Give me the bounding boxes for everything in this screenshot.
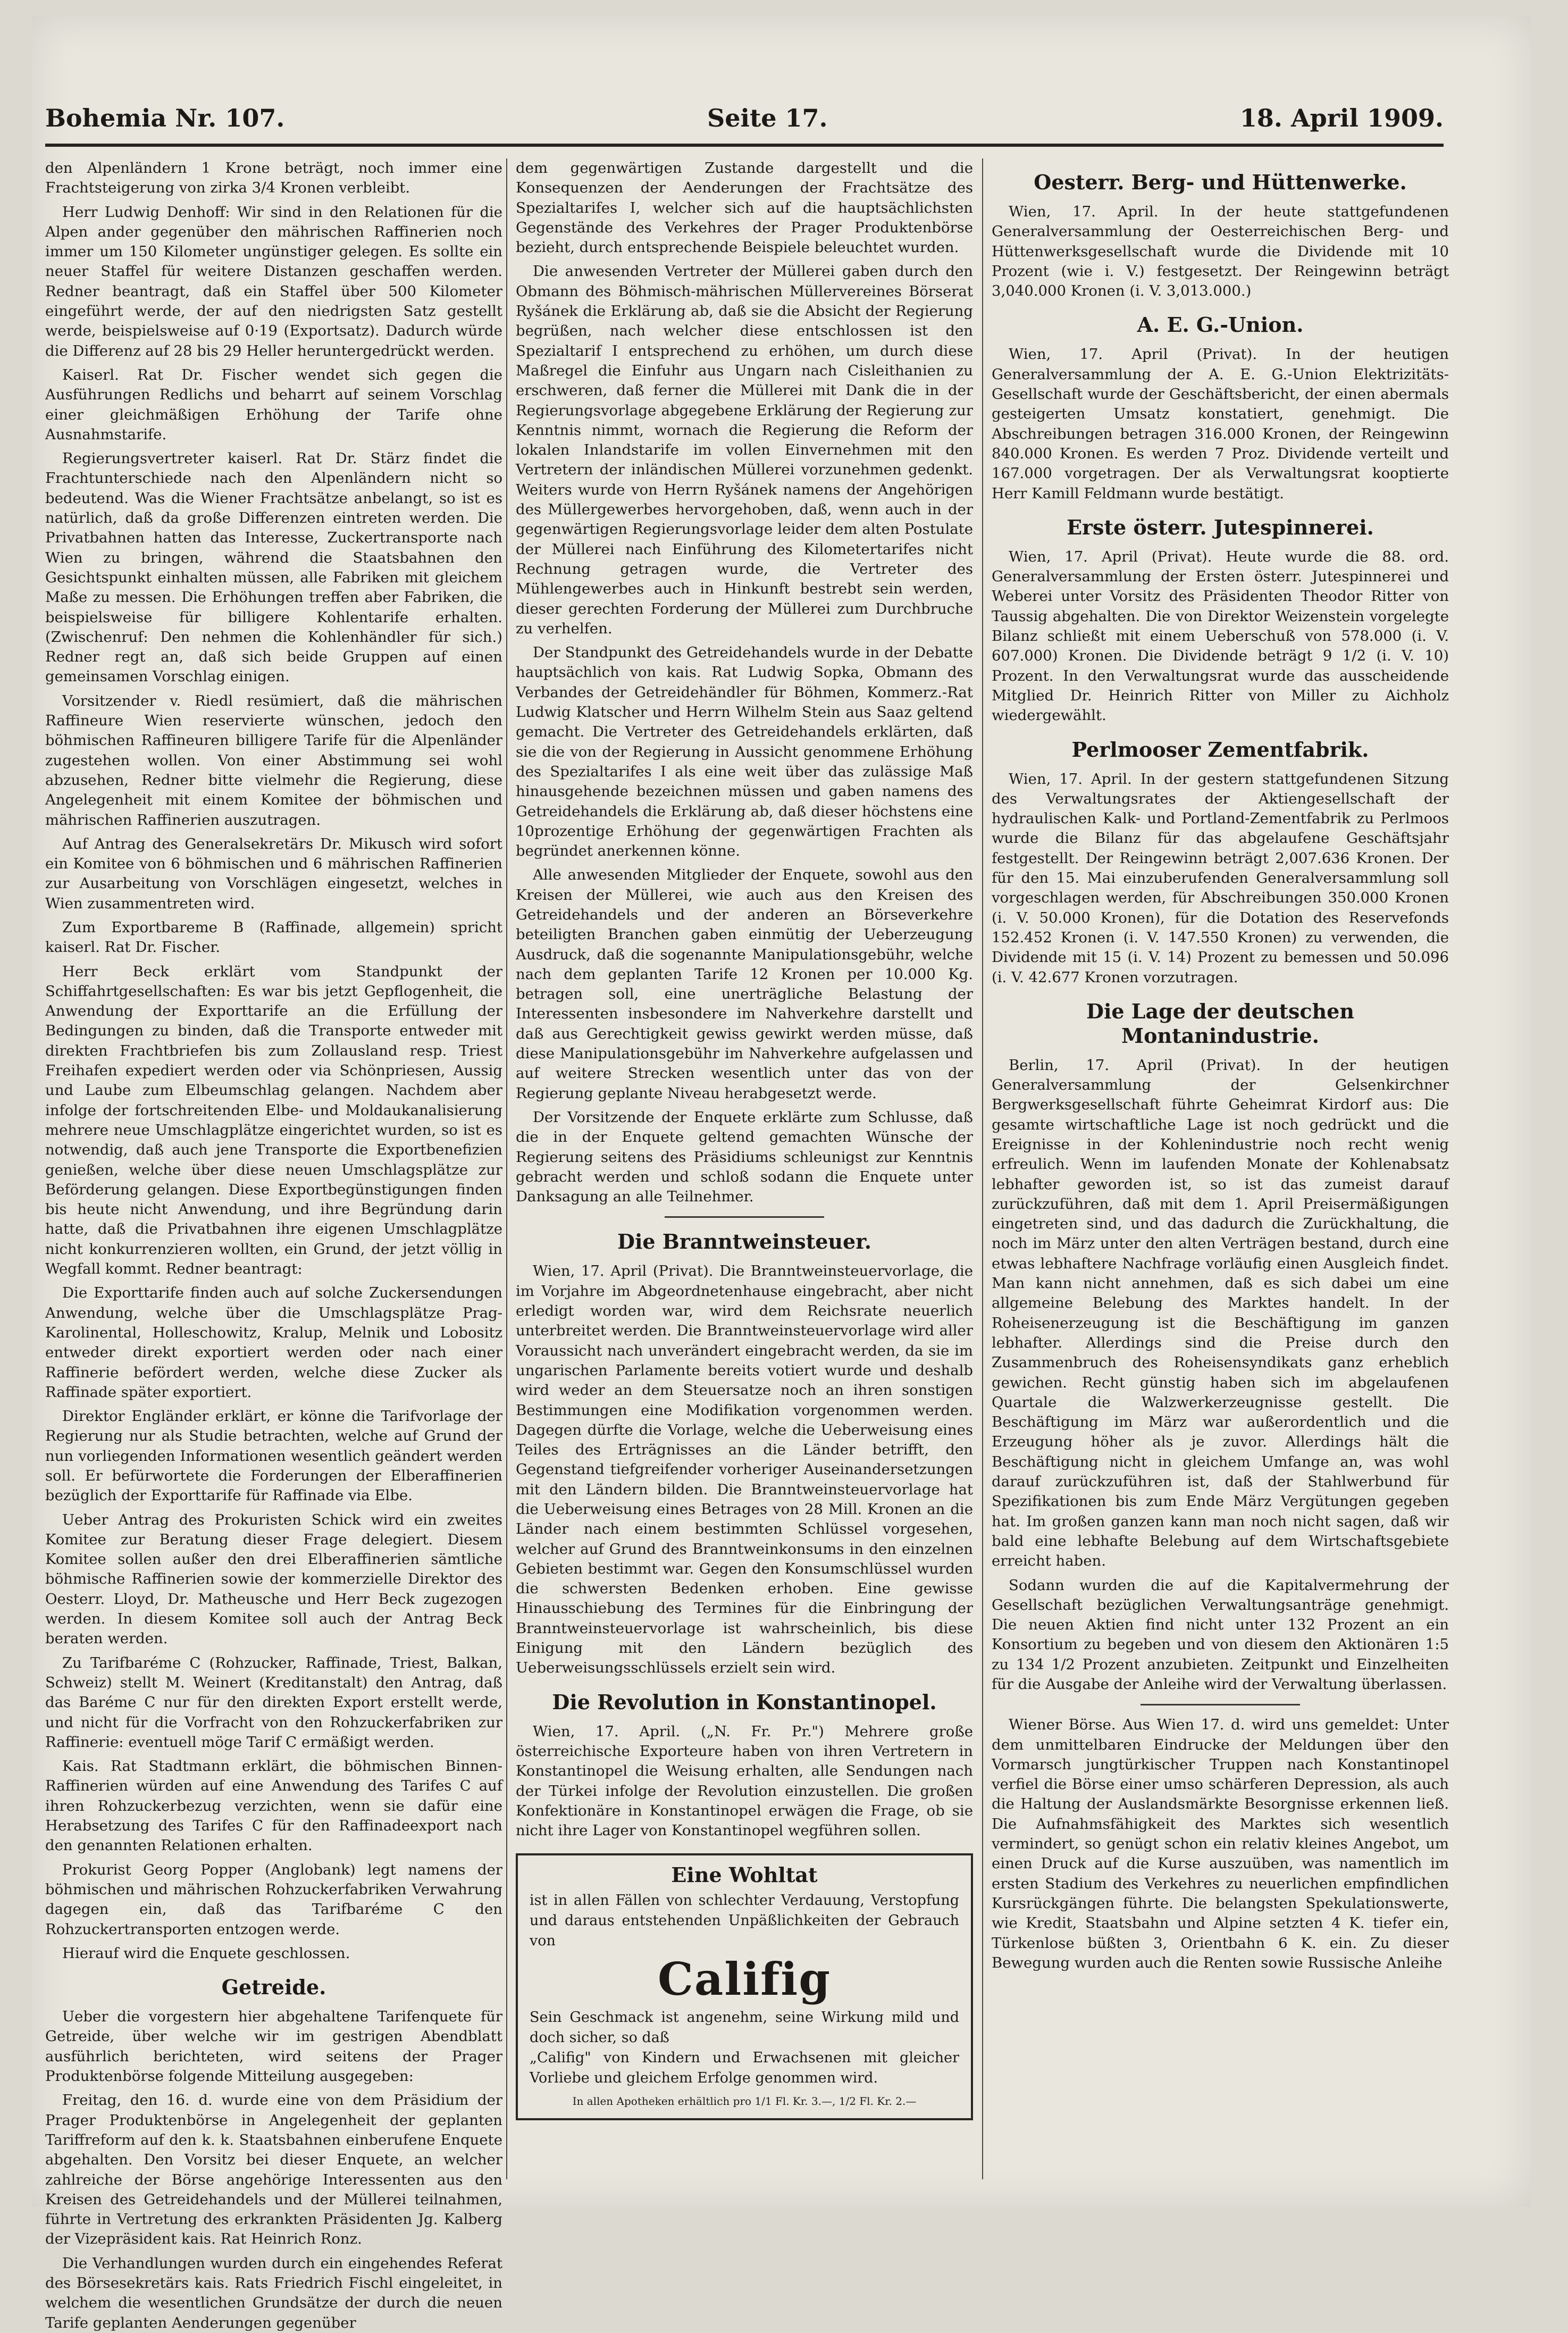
article-paragraph: Kais. Rat Stadtmann erklärt, die böhmischen Binnen-Raffinerien würden auf eine Anwendung des Tarifes C auf ihren Rohzuckerbezug verzichten, wenn sie dafür eine Herabsetzung des Tarifes C für den Raffinadeexport nach den genannten Relationen erhalten.: [45, 1758, 502, 1854]
article-paragraph: Direktor Engländer erklärt, er könne die Tarifvorlage der Regierung nur als Studie betrachten, welche auf Grund der nun vorliegenden Informationen wesentlich geändert werden soll. Er befürwortete die Forderungen der Elberaffinerien bezüglich der Exporttarife für Raffinade via Elbe.: [45, 1408, 502, 1504]
article-paragraph: Wien, 17. April (Privat). Heute wurde die 88. ord. Generalversammlung der Ersten österr. Jutespinnerei und Weberei unter Vorsitz des Präsidenten Theodor Ritter von Taussig abgehalten. Die von Direktor Weizenstein vorgelegte Bilanz schließt mit einem Ueberschuß von 578.000 (i. V. 607.000) Kronen. Die Dividende beträgt 9 1/2 (i. V. 10) Prozent. In den Verwaltungsrat wurde das ausscheidende Mitglied Dr. Heinrich Ritter von Miller zu Aichholz wiedergewählt.: [992, 548, 1449, 724]
page-number: Seite 17.: [707, 104, 828, 132]
newspaper-page: [32, 16, 1531, 2331]
article-paragraph: Freitag, den 16. d. wurde eine von dem Präsidium der Prager Produktenbörse in Angelegenheit der geplanten Tariffreform auf den k. k. Staatsbahnen einberufene Enquete abgehalten. Den Vorsitz bei dieser Enquete, an welcher zahlreiche der Börse angehörige Interessenten aus den Kreisen des Getreidehandels und der Müllerei teilnahmen, führte in Vertretung des erkrankten Präsidenten Jg. Kalberg der Vizepräsident kais. Rat Heinrich Ronz.: [45, 2092, 502, 2248]
ad-title: Eine Wohltat: [671, 1863, 818, 1887]
column-3: [992, 158, 1449, 2179]
article-paragraph: Ueber die vorgestern hier abgehaltene Tarifenquete für Getreide, über welche wir im gestrigen Abendblatt ausführlich berichteten, wird seitens der Prager Produktenbörse folgende Mitteilung ausgegeben:: [45, 2008, 502, 2085]
article-paragraph: Hierauf wird die Enquete geschlossen.: [62, 1944, 350, 1962]
section-heading: Die Lage der deutschen Montanindustrie.: [1086, 999, 1354, 1048]
article-paragraph: Der Standpunkt des Getreidehandels wurde in der Debatte hauptsächlich von kais. Rat Ludwig Sopka, Obmann des Verbandes der Getreidehändler für Böhmen, Kommerz.-Rat Ludwig Klatscher und Herrn Wilhelm Stein aus Saaz geltend gemacht. Die Vertreter des Getreidehandels erklärten, daß sie die von der Regierung in Aussicht genommene Erhöhung des Spezialtarifes I als eine weit über das zulässige Maß hinausgehende bezeichnen müssen und gaben namens des Getreidehandels die Erklärung ab, daß dieser höchstens eine 10prozentige Erhöhung der gegenwärtigen Frachten als begründet anerkennen könne.: [516, 644, 973, 860]
ad-body-2: Sein Geschmack ist angenehm, seine Wirkung mild und doch sicher, so daß: [530, 2009, 959, 2046]
column-1: [45, 158, 502, 2331]
article-paragraph: dem gegenwärtigen Zustande dargestellt und die Konsequenzen der Aenderungen der Frachtsätze des Spezialtarifes I, welcher sich auf die hauptsächlichsten Gegenstände des Verkehres der Prager Produktenbörse bezieht, durch entsprechende Beispiele beleuchtet wurden.: [516, 160, 973, 256]
article-paragraph: Vorsitzender v. Riedl resümiert, daß die mährischen Raffineure Wien reservierte wünschen, jedoch den böhmischen Raffineuren billigere Tarife für die Alpenländer zugestehen wollen. Von einer Abstimmung sei wohl abzusehen, Redner bitte vielmehr die Regierung, diese Angelegenheit mit einem Komitee der böhmischen und mährischen Raffinerien auszutragen.: [45, 692, 502, 829]
article-paragraph: Wien, 17. April (Privat). In der heutigen Generalversammlung der A. E. G.-Union Elektrizitäts-Gesellschaft wurde der Geschäftsbericht, der einen abermals gesteigerten Umsatz konstatiert, genehmigt. Die Abschreibungen betragen 316.000 Kronen, der Reingewinn 840.000 Kronen. Es werden 7 Proz. Dividende verteilt und 167.000 vorgetragen. Der als Verwaltungsrat kooptierte Herr Kamill Feldmann wurde bestätigt.: [992, 346, 1449, 502]
article-paragraph: Die anwesenden Vertreter der Müllerei gaben durch den Obmann des Böhmisch-mährischen Müllervereines Börserat Ryšánek die Erklärung ab, daß sie die Absicht der Regierung begrüßen, nach welcher diese entschlossen ist den Spezialtarif I entsprechend zu erhöhen, um durch diese Maßregel die Einfuhr aus Ungarn nach Cisleithanien zu erschweren, daß ferner die Müllerei mit Dank die in der Regierungsvorlage abgegebene Erklärung der Regierung zur Kenntnis nimmt, wornach die Regierung die Reform der lokalen Inlandstarife im vollen Einvernehmen mit den Vertretern der inländischen Müllerei vorzunehmen gedenkt. Weiters wurde von Herrn Ryšánek namens der Angehörigen des Müllergewerbes hervorgehoben, daß, wenn auch in der gegenwärtigen Regierungsvorlage leider dem alten Postulate der Müllerei nach Einführung des Kilometertarifes nicht Rechnung getragen wurde, die Vertreter des Mühlengewerbes auch in Hinkunft bestrebt sein werden, dieser gerechten Forderung der Müllerei zum Durchbruche zu verhelfen.: [516, 263, 973, 637]
header-rule: [45, 144, 1444, 147]
section-divider: [1141, 1704, 1300, 1705]
article-paragraph: Auf Antrag des Generalsekretärs Dr. Mikusch wird sofort ein Komitee von 6 böhmischen und 6 mährischen Raffinerien zur Ausarbeitung von Vorschlägen eingesetzt, welches in Wien zusammentreten wird.: [45, 835, 502, 912]
article-paragraph: Sodann wurden die auf die Kapitalvermehrung der Gesellschaft bezüglichen Verwaltungsanträge genehmigt. Die neuen Aktien find nicht unter 132 Prozent an ein Konsortium zu begeben und von diesem den Aktionären 1:5 zu 134 1/2 Prozent anzubieten. Zeitpunkt und Einzelheiten für die Ausgabe der Anleihe wird der Verwaltung überlassen.: [992, 1576, 1449, 1693]
section-heading: Erste österr. Jutespinnerei.: [1067, 515, 1374, 539]
article-paragraph: Der Vorsitzende der Enquete erklärte zum Schlusse, daß die in der Enquete geltend gemachten Wünsche der Regierung seitens des Präsidiums schleunigst zur Kenntnis gebracht werden und schloß sodann die Enquete unter Danksagung an alle Teilnehmer.: [516, 1108, 973, 1206]
article-paragraph: den Alpenländern 1 Krone beträgt, noch immer eine Frachtsteigerung von zirka 3/4 Kronen verbleibt.: [45, 160, 502, 197]
issue-date: 18. April 1909.: [1239, 104, 1444, 132]
page-header: [45, 104, 1444, 141]
article-paragraph: Berlin, 17. April (Privat). In der heutigen Generalversammlung der Gelsenkirchner Bergwerksgesellschaft führte Geheimrat Kirdorf aus: Die gesamte wirtschaftliche Lage ist noch gedrückt und die Ereignisse in der Kohlenindustrie noch recht wenig erfreulich. Wenn im laufenden Monate der Kohlenabsatz lebhafter geworden ist, so ist das zumeist darauf zurückzuführen, daß mit dem 1. April Preisermäßigungen eingetreten sind, und das dadurch die Zurückhaltung, die noch im März unter den alten Verträgen bestand, durch eine etwas lebhaftere Nachfrage vorläufig einen Ausgleich findet. Man kann nicht annehmen, daß es sich dabei um eine allgemeine Belebung des Marktes handelt. In der Roheisenerzeugung ist die Beschäftigung im ganzen lebhafter. Allerdings sind die Preise durch den Zusammenbruch des Roheisensyndikats ganz erheblich gewichen. Recht günstig haben sich im abgelaufenen Quartale die Walzwerkerzeugnisse gestellt. Die Beschäftigung im März war außerordentlich und die Erzeugung höher als je zuvor. Allerdings hält die Beschäftigung nicht in gleichem Umfange an, was wohl darauf zurückzuführen ist, daß der Stahlwerbund für Spezifikationen bis zum Ende März Vergütungen gegeben hat. Im großen ganzen kann man noch nicht sagen, daß wir bald eine lebhafte Belebung auf dem Wirtschaftsgebiete erreicht haben.: [992, 1056, 1449, 1570]
section-heading: Perlmooser Zementfabrik.: [1071, 737, 1369, 762]
column-divider: [982, 158, 983, 2179]
article-paragraph: Die Exporttarife finden auch auf solche Zuckersendungen Anwendung, welche über die Umschlagsplätze Prag-Karolinental, Holleschowitz, Kralup, Melnik und Lobositz entweder direkt exportiert werden oder nach einer Raffinerie befördert werden, welche diese Zucker als Raffinade später exportiert.: [45, 1284, 502, 1401]
section-heading: Die Branntweinsteuer.: [617, 1230, 871, 1254]
ad-body-1: ist in allen Fällen von schlechter Verdauung, Verstopfung und daraus entstehenden Unpäßlichkeiten der Gebrauch von: [530, 1892, 959, 1950]
column-divider: [506, 158, 507, 2179]
califig-advertisement: [516, 1853, 973, 2120]
article-paragraph: Prokurist Georg Popper (Anglobank) legt namens der böhmischen und mährischen Rohzuckerfabriken Verwahrung dagegen ein, daß das Tarifbaréme C den Rohzuckertransporten entzogen werde.: [45, 1861, 502, 1938]
article-paragraph: Zum Exportbareme B (Raffinade, allgemein) spricht kaiserl. Rat Dr. Fischer.: [45, 918, 502, 956]
article-paragraph: Wien, 17. April (Privat). Die Branntweinsteuervorlage, die im Vorjahre im Abgeordnetenhause eingebracht, aber nicht erledigt worden war, wird dem Reichsrate neuerlich unterbreitet werden. Die Branntweinsteuervorlage wird aller Voraussicht nach unverändert eingebracht werden, da sie im ungarischen Parlamente bereits votiert wurde und deshalb wird weder an dem Steuersatze noch an ihren sonstigen Bestimmungen eine Modifikation vorgenommen werden. Dagegen dürfte die Vorlage, welche die Ueberweisung eines Teiles des Erträgnisses an die Länder betrifft, den Gegenstand tiefgreifender vorheriger Auseinandersetzungen mit den Ländern bilden. Die Branntweinsteuervorlage hat die Ueberweisung eines Betrages von 28 Mill. Kronen an die Länder nach einem bestimmten Schlüssel vorgesehen, welcher auf Grund des Branntweinkonsums in den einzelnen Gebieten bestimmt war. Gegen den Konsumschlüssel wurden die schwersten Bedenken erhoben. Eine gewisse Hinausschiebung des Termines für die Einbringung der Branntweinsteuervorlage ist wahrscheinlich, bis diese Einigung mit den Ländern bezüglich des Ueberweisungsschlüssels erzielt sein wird.: [516, 1262, 973, 1677]
article-paragraph: Wien, 17. April. („N. Fr. Pr.") Mehrere große österreichische Exporteure haben von ihren Vertretern in Konstantinopel die Weisung erhalten, alle Sendungen nach der Türkei infolge der Revolution einzustellen. Die großen Konfektionäre in Konstantinopel erwägen die Frage, ob sie nicht ihre Lager von Konstantinopel wegführen sollen.: [516, 1722, 973, 1839]
article-paragraph: Herr Beck erklärt vom Standpunkt der Schiffahrtgesellschaften: Es war bis jetzt Gepflogenheit, die Anwendung der Exporttarife an die Erfüllung der Bedingungen zu binden, daß die Transporte entweder mit direkten Frachtbriefen bis zum Zollausland resp. Triest Freihafen expediert werden oder via Schönpriesen, Aussig und Laube zum Elbeumschlag gelangen. Nachdem aber infolge der fortschreitenden Elbe- und Moldaukanalisierung mehrere neue Umschlagplätze eingerichtet wurden, so ist es notwendig, daß auch jene Transporte die Exportbenefizien genießen, welche über diese neuen Umschlagsplätze zur Beförderung gelangen. Diese Exportbegünstigungen finden bis heute nicht Anwendung, und ihre Begründung darin hatte, daß die Privatbahnen ihre eigenen Umschlagplätze nicht konkurrenzieren wollten, ein Grund, der jetzt völlig in Wegfall kommt. Redner beantragt:: [45, 963, 502, 1278]
section-heading: Getreide.: [221, 1975, 326, 2000]
section-heading: A. E. G.-Union.: [1137, 313, 1304, 337]
article-paragraph: Wiener Börse. Aus Wien 17. d. wird uns gemeldet: Unter dem unmittelbaren Eindrucke der Meldungen über den Vormarsch jungtürkischer Truppen nach Konstantinopel verfiel die Börse einer umso schärferen Depression, als auch die Haltung der Auslandsmärkte Besorgnisse erkennen ließ. Die Aufnahmsfähigkeit des Marktes sich wesentlich vermindert, so genügt schon ein relativ kleines Angebot, um einen Druck auf die Kurse auszuüben, was namentlich im ersten Stadium des Verkehres zu neuerlichen empfindlichen Kursrückgängen führte. Die belangsten Spekulationswerte, wie Kredit, Staatsbahn und Alpine setzten 4 K. tiefer ein, Türkenlose büßten 3, Orientbahn 6 K. ein. Zu dieser Bewegung wurden auch die Renten sowie Russische Anleihe: [992, 1716, 1449, 1971]
ad-price-note: In allen Apotheken erhältlich pro 1/1 Fl. Kr. 3.—, 1/2 Fl. Kr. 2.—: [572, 2095, 917, 2108]
section-heading: Die Revolution in Konstantinopel.: [552, 1690, 937, 1714]
article-paragraph: Die Verhandlungen wurden durch ein eingehendes Referat des Börsesekretärs kais. Rats Friedrich Fischl eingeleitet, in welchem die wesentlichen Grundsätze der durch die neuen Tarife geplanten Aenderungen gegenüber: [45, 2254, 502, 2331]
article-paragraph: Ueber Antrag des Prokuristen Schick wird ein zweites Komitee zur Beratung dieser Frage delegiert. Diesem Komitee sollen außer den drei Elberaffinerien sämtliche böhmische Raffinerien sowie der kommerzielle Direktor des Oesterr. Lloyd, Dr. Matheusche und Herr Beck zugezogen werden. In diesem Komitee soll auch der Antrag Beck beraten werden.: [45, 1511, 502, 1648]
column-2: [516, 158, 973, 2179]
ad-body-3: „Califig" von Kindern und Erwachsenen mit gleicher Vorliebe und gleichem Erfolge genommen wird.: [530, 2050, 959, 2087]
article-paragraph: Kaiserl. Rat Dr. Fischer wendet sich gegen die Ausführungen Redlichs und beharrt auf seinem Vorschlag einer gleichmäßigen Erhöhung der Tarife ohne Ausnahmstarife.: [45, 366, 502, 443]
article-paragraph: Herr Ludwig Denhoff: Wir sind in den Relationen für die Alpen ander gegenüber den mährischen Raffinerien noch immer um 150 Kilometer ungünstiger gelegen. Es sollte ein neuer Staffel für weitere Distanzen geschaffen werden. Redner beantragt, daß ein Staffel über 500 Kilometer eingeführt werde, der auf den niedrigsten Satz gestellt werde, beispielsweise auf 0·19 (Exportsatz). Dadurch würde die Differenz auf 28 bis 29 Heller heruntergedrückt werden.: [45, 203, 502, 359]
article-paragraph: Alle anwesenden Mitglieder der Enquete, sowohl aus den Kreisen der Müllerei, wie auch aus den Kreisen des Getreidehandels und der anderen an Börseverkehre beteiligten Branchen gaben einmütig der Ueberzeugung Ausdruck, daß die sogenannte Manipulationsgebühr, welche nach dem geplanten Tarife 12 Kronen per 10.000 Kg. betragen soll, eine unerträgliche Belastung der Interessenten insbesondere im Nahverkehre darstellt und daß aus Gerechtigkeit gewiss gewirkt werden müsse, daß diese Manipulationsgebühr im Nahverkehre aufgelassen und auf weitere Strecken wesentlich unter das von der Regierung geplante Niveau herabgesetzt werde.: [516, 866, 973, 1102]
article-paragraph: Wien, 17. April. In der gestern stattgefundenen Sitzung des Verwaltungsrates der Aktiengesellschaft der hydraulischen Kalk- und Portland-Zementfabrik zu Perlmoos wurde die Bilanz für das abgelaufene Geschäftsjahr festgestellt. Der Reingewinn beträgt 2,007.636 Kronen. Der für den 15. Mai einzuberufenden Generalversammlung soll vorgeschlagen werden, für Abschreibungen 350.000 Kronen (i. V. 50.000 Kronen), für die Dotation des Reservefonds 152.452 Kronen (i. V. 147.550 Kronen) zu verwenden, die Dividende mit 15 (i. V. 14) Prozent zu bemessen und 50.096 (i. V. 42.677 Kronen vorzutragen.: [992, 770, 1449, 986]
section-divider: [665, 1216, 824, 1218]
section-heading: Oesterr. Berg- und Hüttenwerke.: [1034, 170, 1407, 194]
article-paragraph: Zu Tarifbaréme C (Rohzucker, Raffinade, Triest, Balkan, Schweiz) stellt M. Weinert (Kreditanstalt) den Antrag, daß das Baréme C nur für den direkten Export erstellt werde, und nicht für die Vorfracht von den Rohzuckerfabriken zur Raffinerie: eventuell möge Tarif C ermäßigt werden.: [45, 1654, 502, 1751]
ad-brand: Califig: [658, 1953, 831, 2006]
article-paragraph: Regierungsvertreter kaiserl. Rat Dr. Stärz findet die Frachtunterschiede nach den Alpenländern nicht so bedeutend. Was die Wiener Frachtsätze anbelangt, so ist es natürlich, daß da große Differenzen eintreten werden. Die Privatbahnen hatten das Interesse, Zuckertransporte nach Wien zu bringen, während die Staatsbahnen den Gesichtspunkt einhalten müssen, alle Fabriken mit gleichem Maße zu messen. Die Erhöhungen treffen aber Fabriken, die beispielsweise für billigere Kohlentarife erhalten. (Zwischenruf: Den nehmen die Kohlenhändler für sich.) Redner regt an, daß sich beide Gruppen auf einen gemeinsamen Vorschlag einigen.: [45, 450, 502, 685]
issue-number: Bohemia Nr. 107.: [45, 104, 285, 132]
article-paragraph: Wien, 17. April. In der heute stattgefundenen Generalversammlung der Oesterreichischen Berg- und Hüttenwerksgesellschaft wurde die Dividende mit 10 Prozent (wie i. V.) festgesetzt. Der Reingewinn beträgt 3,040.000 Kronen (i. V. 3,013.000.): [992, 203, 1449, 300]
